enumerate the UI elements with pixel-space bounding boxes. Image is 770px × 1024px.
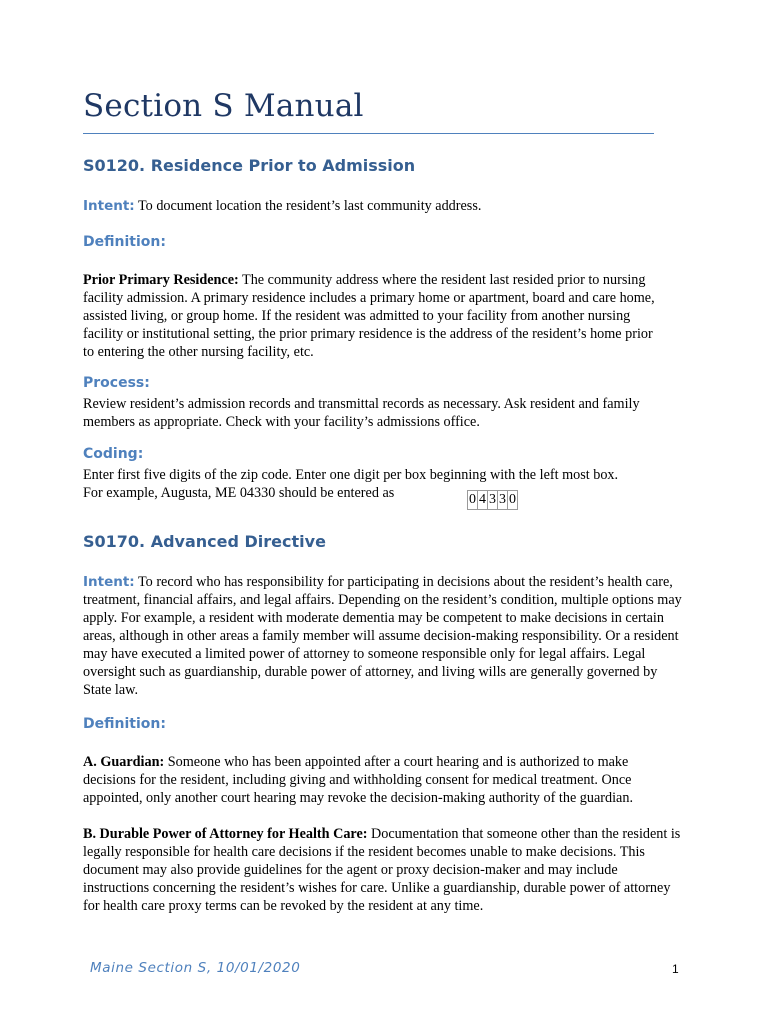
section-heading-s0170: S0170. Advanced Directive [83, 532, 326, 551]
footer-document-label: Maine Section S, 10/01/2020 [90, 960, 301, 976]
s0170-intent [83, 573, 688, 699]
s0170-def-b-text: Documentation that someone other than the resident is legally responsible for health care decisions if the resident becomes unable to make decisions. This document may also provide guidelines for the agent or proxy decision-maker and may include instructions concerning the resident’s wishes for care. Unlike a guardianship, durable power of attorney for health care proxy terms can be revoked by the resident at any time. [83, 826, 681, 914]
s0170-definition-label: Definition: [83, 716, 166, 732]
title-underline [83, 133, 654, 134]
s0120-coding-line1: Enter first five digits of the zip code. Enter one digit per box beginning with the left most box. [83, 467, 619, 483]
s0120-intent-label: Intent: [83, 198, 135, 214]
s0170-definition-a [83, 753, 678, 807]
zip-code-boxes [467, 490, 518, 510]
s0120-definition-label: Definition: [83, 234, 166, 250]
s0120-coding-label: Coding: [83, 446, 144, 462]
page-title: Section S Manual [83, 88, 364, 124]
s0170-def-b-term: B. Durable Power of Attorney for Health Care: [83, 826, 368, 842]
s0120-def-text: The community address where the resident last resided prior to nursing facility admission. A primary residence includes a primary home or apartment, board and care home, assisted living, or group home. If the resident was admitted to your facility from another nursing facility or institutional setting, the prior primary residence is the address of the resident’s home prior to entering the other nursing facility, etc. [83, 272, 655, 360]
zip-digit-box: 3 [489, 492, 496, 507]
s0170-intent-text: To record who has responsibility for participating in decisions about the resident’s health care, treatment, financial affairs, and legal affairs. Depending on the resident’s condition, multiple options may apply. For example, a resident with moderate dementia may be competent to make decisions in certain areas, although in other areas a family member will assume decision-making responsibility. Or a resident may have executed a limited power of attorney to someone responsible only for legal affairs. Legal oversight such as guardianship, durable power of attorney, and living wills are generally governed by State law. [83, 574, 682, 698]
zip-digit-box: 0 [469, 492, 476, 507]
s0120-intent-text: To document location the resident’s last community address. [134, 198, 482, 214]
s0170-definition-b [83, 825, 683, 915]
s0170-intent-label: Intent: [83, 574, 135, 590]
section-heading-s0120: S0120. Residence Prior to Admission [83, 156, 416, 175]
s0120-definition [83, 271, 658, 361]
zip-digit-box: 0 [509, 492, 516, 507]
s0120-coding-line2: For example, Augusta, ME 04330 should be entered as [83, 485, 395, 501]
s0120-process-label: Process: [83, 375, 150, 391]
zip-digit-box: 4 [479, 492, 486, 507]
s0120-process-text: Review resident’s admission records and transmittal records as necessary. Ask resident and family members as appropriate. Check with your facility’s admissions office. [83, 396, 640, 430]
s0120-intent [83, 197, 683, 215]
zip-digit-box: 3 [499, 492, 506, 507]
s0170-def-a-text: Someone who has been appointed after a court hearing and is authorized to make decisions for the resident, including giving and withholding consent for medical treatment. Once appointed, only another court hearing may revoke the decision-making authority of the guardian. [83, 754, 633, 806]
s0120-def-term: Prior Primary Residence: [83, 272, 239, 288]
s0170-def-a-term: A. Guardian: [83, 754, 165, 770]
page-number: 1 [672, 962, 679, 976]
